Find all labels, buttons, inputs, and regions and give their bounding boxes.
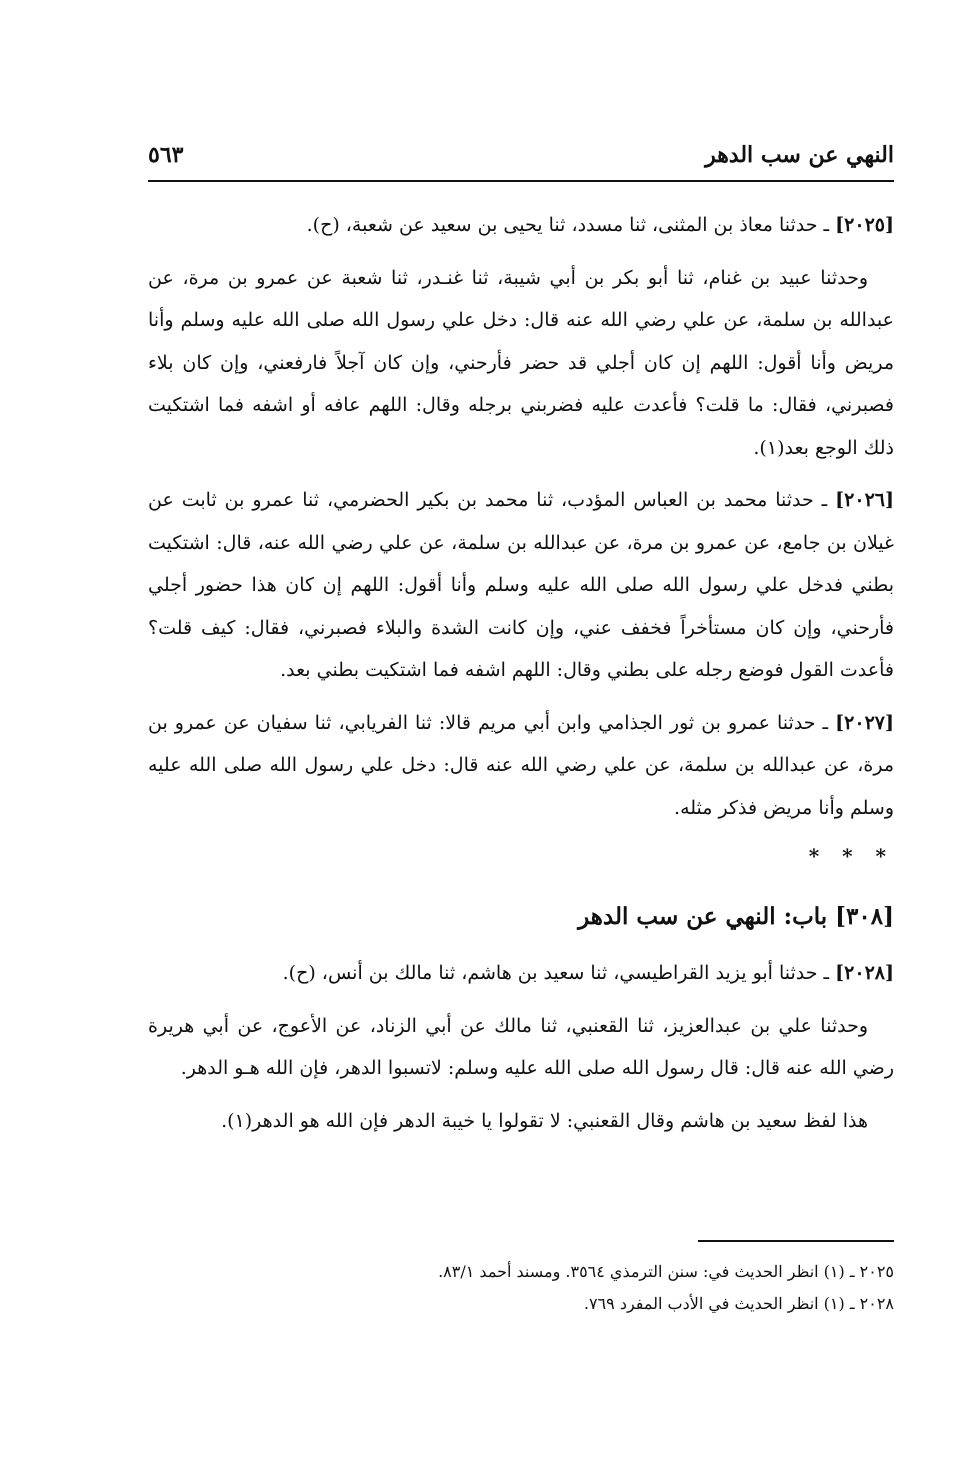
running-title: النهي عن سب الدهر [705,142,894,168]
footnote-2028: ٢٠٢٨ ـ (١) انظر الحديث في الأدب المفرد ٧٦٩. [583,1294,894,1313]
hadith-2026 [148,479,894,692]
hadith-2028 [148,952,894,995]
hadith-number: [٢٠٢٨] [835,962,894,984]
hadith-2025-second-chain [148,257,894,470]
hadith-text: ـ حدثنا معاذ بن المثنى، ثنا مسدد، ثنا يحيى بن سعيد عن شعبة، (ح). [306,214,830,236]
hadith-text: وحدثنا عبيد بن غنام، ثنا أبو بكر بن أبي شيبة، ثنا غنـدر، ثنا شعبة عن عمرو بن مرة، عن عبدالله بن سلمة، عن علي رضي الله عنه قال: دخل علي رسول الله صلى الله عليه وسلم وأنا مريض وأنا أقول: اللهم إن كان أجلي قد حضر فأرحني، وإن كان آجلاً فارفعني، وإن كان بلاء فصبرني، فقال: ما قلت؟ فأعدت عليه فضربني برجله وقال: اللهم عافه أو اشفه فما اشتكيت ذلك الوجع بعد(١). [148,266,894,459]
footnote-2025: ٢٠٢٥ ـ (١) انظر الحديث في: سنن الترمذي ٣٥٦٤. ومسند أحمد ٨٣/١. [438,1262,894,1281]
footnote-divider [698,1240,894,1242]
hadith-2027 [148,702,894,830]
hadith-number: [٢٠٢٦] [835,489,894,511]
chapter-title: [٣٠٨] باب: النهي عن سب الدهر [578,902,894,930]
hadith-2028-note [148,1100,894,1143]
footnotes [148,1256,894,1320]
page-number: ٥٦٣ [148,142,184,168]
hadith-2028-second-chain [148,1005,894,1090]
page-header [148,140,894,182]
section-separator: * * * [808,844,894,868]
hadith-number: [٢٠٢٧] [835,711,894,734]
hadith-number: [٢٠٢٥] [835,214,894,236]
hadith-2025 [148,204,894,247]
main-text [148,204,894,1152]
hadith-text: وحدثنا علي بن عبدالعزيز، ثنا القعنبي، ثنا مالك عن أبي الزناد، عن الأعوج، عن أبي هريرة رضي الله عنه قال: قال رسول الله صلى الله عليه وسلم: لاتسبوا الدهر، فإن الله هـو الدهر. [148,1014,894,1079]
hadith-text: ـ حدثنا محمد بن العباس المؤدب، ثنا محمد بن بكير الحضرمي، ثنا عمرو بن ثابت عن غيلان بن جامع، عن عمرو بن مرة، عن عبدالله بن سلمة، عن علي رضي الله عنه، قال: اشتكيت بطني فدخل علي رسول الله صلى الله عليه وسلم وأنا أقول: اللهم إن كان هذا حضور أجلي فأرحني، وإن كان مستأخراً فخفف عني، وإن كانت الشدة والبلاء فصبرني، فقال: كيف قلت؟ فأعدت القول فوضع رجله على بطني وقال: اللهم اشفه فما اشتكيت بطني بعد. [148,489,894,681]
hadith-text: ـ حدثنا عمرو بن ثور الجذامي وابن أبي مريم قالا: ثنا الفريابي، ثنا سفيان عن عمرو بن مرة، عن عبدالله بن سلمة، عن علي رضي الله عنه قال: دخل علي رسول الله صلى الله عليه وسلم وأنا مريض فذكر مثله. [148,711,894,819]
hadith-text: ـ حدثنا أبو يزيد القراطيسي، ثنا سعيد بن هاشم، ثنا مالك بن أنس، (ح). [282,962,830,984]
hadith-text: هذا لفظ سعيد بن هاشم وقال القعنبي: لا تقولوا يا خيبة الدهر فإن الله هو الدهر(١). [221,1109,868,1132]
